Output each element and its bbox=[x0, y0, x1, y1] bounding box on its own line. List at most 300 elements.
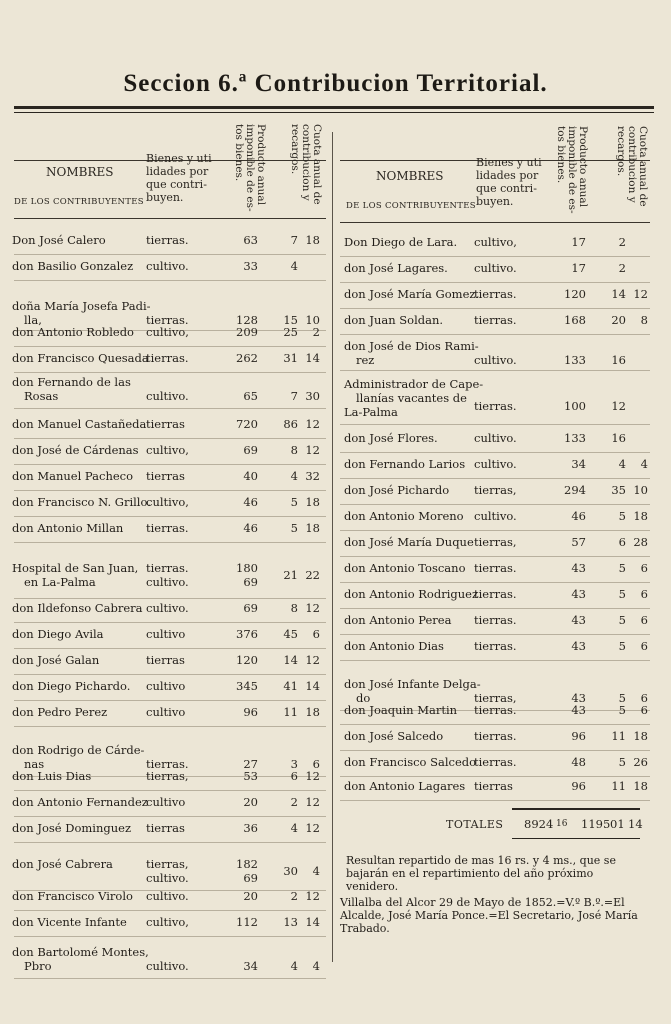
row-divider bbox=[340, 582, 650, 583]
table-row bbox=[0, 796, 332, 814]
table-row bbox=[0, 588, 671, 606]
bienes-value: cultivo bbox=[146, 679, 186, 693]
header-contribuyentes: DE LOS CONTRIBUYENTES bbox=[14, 197, 144, 207]
bienes-value: tierras. bbox=[474, 639, 517, 653]
cuota-ms-value: 12 bbox=[305, 795, 320, 809]
cuota-ms-value: 14 bbox=[305, 679, 320, 693]
cuota-ms-value: 6 bbox=[312, 757, 320, 771]
bienes-value: tierras. bbox=[474, 313, 517, 327]
bienes-value: tierras bbox=[146, 653, 185, 667]
table-row bbox=[0, 233, 671, 254]
cuota-rs-value: 7 bbox=[290, 389, 298, 403]
contributor-name: don Francisco Quesada bbox=[12, 351, 149, 365]
row-divider bbox=[14, 254, 326, 255]
contributor-name: don José de Dios Rami- bbox=[344, 339, 479, 353]
bienes-value: tierras, bbox=[474, 483, 517, 497]
header-contribuyentes: DE LOS CONTRIBUYENTES bbox=[346, 201, 476, 211]
producto-value: 17 bbox=[571, 235, 586, 249]
bienes-value: cultivo. bbox=[146, 389, 189, 403]
producto-value: 96 bbox=[243, 705, 258, 719]
contributor-name-cont: Rosas bbox=[24, 389, 59, 403]
row-divider bbox=[14, 674, 326, 675]
cuota-ms-value: 26 bbox=[633, 755, 648, 769]
contributor-name-cont: lla, bbox=[24, 313, 42, 327]
bienes-value: cultivo bbox=[146, 627, 186, 641]
producto-value: 209 bbox=[236, 325, 258, 339]
cuota-ms-value: 10 bbox=[633, 483, 648, 497]
producto-value: 180 bbox=[236, 561, 258, 575]
cuota-rs-value: 4 bbox=[290, 821, 298, 835]
producto-value: 46 bbox=[243, 521, 258, 535]
totals-rule bbox=[512, 808, 640, 810]
row-divider bbox=[14, 280, 326, 281]
producto-value: 20 bbox=[243, 889, 258, 903]
cuota-rs-value: 5 bbox=[618, 561, 626, 575]
row-divider bbox=[340, 256, 650, 257]
header-cuota: Cuota anual de contribucion y recargos. bbox=[289, 124, 323, 205]
bienes-value: cultivo. bbox=[146, 889, 189, 903]
cuota-ms-value: 12 bbox=[305, 769, 320, 783]
bienes-value: cultivo bbox=[146, 795, 186, 809]
cuota-rs-value: 5 bbox=[618, 691, 626, 705]
table-row bbox=[0, 510, 671, 528]
bienes-value: tierras. bbox=[146, 561, 189, 575]
producto-value-2: 69 bbox=[243, 871, 258, 885]
contributor-name: don Diego Pichardo. bbox=[12, 679, 131, 693]
row-divider bbox=[340, 282, 650, 283]
contributor-name: don José Galan bbox=[12, 653, 100, 667]
bienes-value: tierras, bbox=[474, 535, 517, 549]
table-row bbox=[0, 704, 671, 722]
cuota-ms-value: 14 bbox=[305, 351, 320, 365]
bienes-value: tierras. bbox=[474, 755, 517, 769]
cuota-ms-value: 32 bbox=[305, 469, 320, 483]
cuota-rs-value: 2 bbox=[618, 261, 626, 275]
table-row bbox=[0, 614, 671, 632]
table-row bbox=[0, 562, 671, 580]
contributor-name: don José de Cárdenas bbox=[12, 443, 139, 457]
producto-value: 48 bbox=[571, 755, 586, 769]
producto-value: 34 bbox=[243, 959, 258, 973]
table-row bbox=[0, 259, 671, 280]
contributor-name: don Juan Soldan. bbox=[344, 313, 444, 327]
contributor-name: don José Flores. bbox=[344, 431, 438, 445]
contributor-name: don Antonio Moreno bbox=[344, 509, 464, 523]
cuota-rs-value: 20 bbox=[611, 313, 626, 327]
cuota-ms-value: 18 bbox=[305, 705, 320, 719]
table-row bbox=[0, 858, 332, 888]
producto-value: 57 bbox=[571, 535, 586, 549]
cuota-rs-value: 5 bbox=[618, 509, 626, 523]
producto-value: 168 bbox=[564, 313, 586, 327]
bienes-value: cultivo, bbox=[146, 443, 189, 457]
row-divider bbox=[340, 556, 650, 557]
row-divider bbox=[14, 726, 326, 727]
row-divider bbox=[340, 724, 650, 725]
contributor-name: Don José Calero bbox=[12, 233, 106, 247]
cuota-ms-value: 18 bbox=[633, 779, 648, 793]
table-row bbox=[0, 314, 671, 332]
cuota-ms-value: 18 bbox=[305, 233, 320, 247]
producto-value: 33 bbox=[243, 259, 258, 273]
producto-value: 96 bbox=[571, 779, 586, 793]
cuota-ms-value: 6 bbox=[640, 639, 648, 653]
producto-value: 182 bbox=[236, 857, 258, 871]
page-title: Seccion 6.ª Contribucion Territorial. bbox=[123, 70, 548, 97]
cuota-rs-value: 5 bbox=[290, 521, 298, 535]
bienes-value: tierras, bbox=[474, 691, 517, 705]
cuota-ms-value: 6 bbox=[640, 587, 648, 601]
contributor-name: don Diego Avila bbox=[12, 627, 104, 641]
producto-value: 34 bbox=[571, 457, 586, 471]
cuota-ms-value: 30 bbox=[305, 389, 320, 403]
producto-value: 96 bbox=[571, 729, 586, 743]
cuota-rs-value: 4 bbox=[290, 259, 298, 273]
cuota-ms-value: 6 bbox=[312, 627, 320, 641]
cuota-rs-value: 4 bbox=[290, 959, 298, 973]
cuota-rs-value: 3 bbox=[290, 757, 298, 771]
cuota-rs-value: 5 bbox=[618, 755, 626, 769]
cuota-rs-value: 16 bbox=[611, 353, 626, 367]
cuota-rs-value: 25 bbox=[283, 325, 298, 339]
header-bienes: Bienes y uti lidades por que contri- buyen. bbox=[146, 152, 212, 204]
contributor-name: don Pedro Perez bbox=[12, 705, 108, 719]
row-divider bbox=[14, 816, 326, 817]
contributor-name: don Francisco Virolo bbox=[12, 889, 133, 903]
cuota-rs-value: 86 bbox=[283, 417, 298, 431]
totals-cuota-rs: 1195 bbox=[581, 817, 611, 831]
cuota-ms-value: 8 bbox=[640, 313, 648, 327]
contributor-name: Don Diego de Lara. bbox=[344, 235, 458, 249]
table-row bbox=[0, 916, 332, 934]
bienes-value: tierras. bbox=[474, 729, 517, 743]
bienes-value: cultivo, bbox=[474, 235, 517, 249]
contributor-name-cont: Pbro bbox=[24, 959, 52, 973]
row-divider bbox=[340, 660, 650, 661]
bienes-value: tierras. bbox=[146, 521, 189, 535]
contributor-name-cont: do bbox=[356, 691, 371, 705]
contributor-name: don Antonio Rodriguez bbox=[344, 587, 479, 601]
row-divider bbox=[14, 936, 326, 937]
cuota-ms-value: 18 bbox=[633, 509, 648, 523]
bienes-value: tierras. bbox=[146, 313, 189, 327]
producto-value: 43 bbox=[571, 703, 586, 717]
cuota-ms-value: 6 bbox=[640, 691, 648, 705]
bienes-value: cultivo, bbox=[146, 495, 189, 509]
cuota-rs-value: 11 bbox=[283, 705, 298, 719]
contributor-name: don José Pichardo bbox=[344, 483, 450, 497]
producto-value: 133 bbox=[564, 353, 586, 367]
row-divider bbox=[14, 842, 326, 843]
contributor-name: don Rodrigo de Cárde- bbox=[12, 743, 145, 757]
producto-value: 720 bbox=[236, 417, 258, 431]
producto-value-2: 69 bbox=[243, 575, 258, 589]
contributor-name: don Vicente Infante bbox=[12, 915, 127, 929]
row-divider bbox=[340, 608, 650, 609]
cuota-ms-value: 6 bbox=[640, 613, 648, 627]
contributor-name: don Antonio Toscano bbox=[344, 561, 466, 575]
title-rule bbox=[14, 106, 654, 109]
producto-value: 43 bbox=[571, 613, 586, 627]
producto-value: 69 bbox=[243, 601, 258, 615]
bienes-value: tierras. bbox=[474, 561, 517, 575]
note-signature: Villalba del Alcor 29 de Mayo de 1852.=V.º B.º.=El Alcalde, José María Ponce.=El Secretario, José María Trabado. bbox=[340, 896, 638, 935]
cuota-ms-value: 12 bbox=[305, 417, 320, 431]
cuota-ms-value: 4 bbox=[640, 457, 648, 471]
header-bienes: Bienes y uti lidades por que contri- buyen. bbox=[476, 156, 542, 208]
table-row bbox=[0, 640, 671, 658]
contributor-name-cont: rez bbox=[356, 353, 375, 367]
cuota-ms-value: 22 bbox=[305, 568, 320, 582]
producto-value: 120 bbox=[236, 653, 258, 667]
producto-value: 43 bbox=[571, 691, 586, 705]
cuota-ms-value: 2 bbox=[312, 325, 320, 339]
producto-value: 46 bbox=[571, 509, 586, 523]
header-producto: Producto anual imponible de es- tos bienes. bbox=[555, 126, 589, 214]
bienes-value: tierras, bbox=[146, 769, 189, 783]
bienes-value: cultivo. bbox=[474, 457, 517, 471]
bienes-value: tierras. bbox=[474, 613, 517, 627]
producto-value: 63 bbox=[243, 233, 258, 247]
contributor-name: don Antonio Dias bbox=[344, 639, 444, 653]
title-rule-thin bbox=[14, 112, 654, 113]
cuota-rs-value: 5 bbox=[618, 703, 626, 717]
cuota-rs-value: 12 bbox=[611, 399, 626, 413]
header-rule-bottom bbox=[14, 218, 326, 219]
header-cuota: Cuota anual de contribucion y recargos. bbox=[615, 126, 649, 207]
contributor-name: don Fernando Larios bbox=[344, 457, 466, 471]
producto-value: 294 bbox=[564, 483, 586, 497]
producto-value: 65 bbox=[243, 389, 258, 403]
contributor-name: don Bartolomé Montes, bbox=[12, 945, 149, 959]
table-row bbox=[0, 756, 671, 774]
totals-row bbox=[0, 818, 671, 836]
table-row bbox=[0, 288, 671, 306]
cuota-ms-value: 4 bbox=[312, 959, 320, 973]
row-divider bbox=[14, 372, 326, 373]
producto-value: 133 bbox=[564, 431, 586, 445]
row-divider bbox=[340, 424, 650, 425]
producto-value: 69 bbox=[243, 443, 258, 457]
totals-cuota-ms: 01 bbox=[610, 817, 625, 831]
table-row bbox=[0, 890, 332, 908]
contributor-name: don Francisco Salcedo bbox=[344, 755, 477, 769]
cuota-rs-value: 8 bbox=[290, 601, 298, 615]
cuota-rs-value: 7 bbox=[290, 233, 298, 247]
cuota-rs-value: 41 bbox=[283, 679, 298, 693]
bienes-value: cultivo. bbox=[474, 261, 517, 275]
producto-value: 345 bbox=[236, 679, 258, 693]
contributor-name: doña María Josefa Padi- bbox=[12, 299, 151, 313]
bienes-value: tierras bbox=[146, 821, 185, 835]
cuota-ms-value: 6 bbox=[640, 561, 648, 575]
row-divider bbox=[340, 504, 650, 505]
cuota-rs-value: 30 bbox=[283, 864, 298, 878]
table-row bbox=[0, 780, 671, 798]
contributor-name: don Antonio Millan bbox=[12, 521, 124, 535]
contributor-name: don Manuel Pacheco bbox=[12, 469, 134, 483]
totals-producto-frac: 16 bbox=[556, 819, 568, 829]
cuota-rs-value: 14 bbox=[283, 653, 298, 667]
cuota-rs-value: 13 bbox=[283, 915, 298, 929]
contributor-name: don Manuel Castañeda bbox=[12, 417, 147, 431]
producto-value: 36 bbox=[243, 821, 258, 835]
cuota-ms-value: 18 bbox=[305, 495, 320, 509]
producto-value: 43 bbox=[571, 587, 586, 601]
cuota-rs-value: 16 bbox=[611, 431, 626, 445]
cuota-rs-value: 2 bbox=[618, 235, 626, 249]
row-divider bbox=[340, 452, 650, 453]
header-producto: Producto anual imponible de es- tos bienes. bbox=[233, 124, 267, 212]
cuota-rs-value: 6 bbox=[618, 535, 626, 549]
row-divider bbox=[340, 370, 650, 371]
table-row bbox=[0, 536, 671, 554]
bienes-value: tierras, bbox=[146, 857, 189, 871]
totals-extra: 14 bbox=[628, 817, 643, 831]
bienes-value: tierras. bbox=[474, 587, 517, 601]
cuota-rs-value: 21 bbox=[283, 568, 298, 582]
contributor-name: don Antonio Fernandez bbox=[12, 795, 148, 809]
cuota-rs-value: 4 bbox=[290, 469, 298, 483]
bienes-value: cultivo bbox=[146, 705, 186, 719]
contributor-name: Hospital de San Juan, bbox=[12, 561, 139, 575]
cuota-ms-value: 18 bbox=[633, 729, 648, 743]
row-divider bbox=[340, 800, 650, 801]
producto-value: 27 bbox=[243, 757, 258, 771]
producto-value: 40 bbox=[243, 469, 258, 483]
cuota-rs-value: 45 bbox=[283, 627, 298, 641]
totals-label: TOTALES bbox=[446, 818, 504, 831]
contributor-name: don José Cabrera bbox=[12, 857, 113, 871]
table-row bbox=[0, 946, 332, 976]
contributor-name: don José Infante Delga- bbox=[344, 677, 481, 691]
producto-value: 20 bbox=[243, 795, 258, 809]
header-nombres: NOMBRES bbox=[376, 169, 444, 183]
cuota-rs-value: 14 bbox=[611, 287, 626, 301]
cuota-rs-value: 4 bbox=[618, 457, 626, 471]
cuota-ms-value: 12 bbox=[305, 601, 320, 615]
totals-rule-bottom bbox=[512, 838, 640, 839]
producto-value: 43 bbox=[571, 639, 586, 653]
row-divider bbox=[14, 910, 326, 911]
note-repartido: Resultan repartido de mas 16 rs. y 4 ms., que se bajarán en el repartimiento del año próximo venidero. bbox=[346, 854, 616, 893]
producto-value: 46 bbox=[243, 495, 258, 509]
bienes-value: tierras. bbox=[474, 703, 517, 717]
bienes-value: tierras bbox=[474, 779, 513, 793]
contributor-name: don José María Duque bbox=[344, 535, 474, 549]
cuota-rs-value: 35 bbox=[611, 483, 626, 497]
cuota-ms-value: 10 bbox=[305, 313, 320, 327]
bienes-value: tierras. bbox=[474, 287, 517, 301]
cuota-rs-value: 15 bbox=[283, 313, 298, 327]
contributor-name-cont: en La-Palma bbox=[24, 575, 96, 589]
bienes-value: tierras. bbox=[146, 757, 189, 771]
table-row bbox=[0, 484, 671, 502]
row-divider bbox=[340, 308, 650, 309]
cuota-rs-value: 5 bbox=[290, 495, 298, 509]
bienes-value: tierras. bbox=[146, 351, 189, 365]
contributor-name: don Ildefonso Cabrera bbox=[12, 601, 143, 615]
bienes-value-2: cultivo. bbox=[146, 575, 189, 589]
producto-value: 43 bbox=[571, 561, 586, 575]
bienes-value: cultivo. bbox=[474, 353, 517, 367]
row-divider bbox=[340, 750, 650, 751]
producto-value: 262 bbox=[236, 351, 258, 365]
contributor-name: don José Salcedo bbox=[344, 729, 444, 743]
bienes-value: tierras. bbox=[474, 399, 517, 413]
bienes-value: tierras bbox=[146, 469, 185, 483]
bienes-value: cultivo. bbox=[146, 959, 189, 973]
bienes-value: tierras. bbox=[146, 233, 189, 247]
contributor-name: don Fernando de las bbox=[12, 375, 131, 389]
producto-value: 17 bbox=[571, 261, 586, 275]
cuota-rs-value: 5 bbox=[618, 639, 626, 653]
contributor-name: don Joaquin Martin bbox=[344, 703, 458, 717]
bienes-value: cultivo, bbox=[146, 325, 189, 339]
cuota-rs-value: 11 bbox=[611, 729, 626, 743]
cuota-ms-value: 12 bbox=[305, 889, 320, 903]
cuota-ms-value: 18 bbox=[305, 521, 320, 535]
table-row bbox=[0, 458, 671, 476]
bienes-value: cultivo. bbox=[146, 601, 189, 615]
row-divider bbox=[340, 530, 650, 531]
contributor-name: don José Lagares. bbox=[344, 261, 448, 275]
bienes-value: cultivo. bbox=[474, 509, 517, 523]
table-row bbox=[0, 375, 671, 422]
table-row bbox=[0, 340, 671, 368]
contributor-name: don Basilio Gonzalez bbox=[12, 259, 134, 273]
cuota-ms-value: 14 bbox=[305, 915, 320, 929]
cuota-ms-value: 28 bbox=[633, 535, 648, 549]
cuota-rs-value: 2 bbox=[290, 795, 298, 809]
cuota-rs-value: 2 bbox=[290, 889, 298, 903]
producto-value: 112 bbox=[236, 915, 258, 929]
cuota-rs-value: 11 bbox=[611, 779, 626, 793]
cuota-ms-value: 6 bbox=[640, 703, 648, 717]
cuota-ms-value: 12 bbox=[305, 653, 320, 667]
bienes-value: tierras bbox=[146, 417, 185, 431]
cuota-ms-value: 12 bbox=[633, 287, 648, 301]
contributor-name-cont-2: La-Palma bbox=[344, 405, 398, 419]
table-row bbox=[0, 730, 671, 748]
contributor-name-cont: nas bbox=[24, 757, 45, 771]
contributor-name: Administrador de Cape- bbox=[344, 377, 484, 391]
contributor-name: don José María Gomez. bbox=[344, 287, 480, 301]
cuota-rs-value: 8 bbox=[290, 443, 298, 457]
cuota-rs-value: 31 bbox=[283, 351, 298, 365]
cuota-ms-value: 4 bbox=[312, 864, 320, 878]
bienes-value: cultivo, bbox=[146, 915, 189, 929]
bienes-value: cultivo. bbox=[474, 431, 517, 445]
contributor-name: don Antonio Lagares bbox=[344, 779, 466, 793]
totals-producto: 8924 bbox=[524, 817, 554, 831]
cuota-rs-value: 5 bbox=[618, 613, 626, 627]
cuota-ms-value: 12 bbox=[305, 443, 320, 457]
producto-value: 120 bbox=[564, 287, 586, 301]
producto-value: 53 bbox=[243, 769, 258, 783]
header-nombres: NOMBRES bbox=[46, 165, 114, 179]
bienes-value-2: cultivo. bbox=[146, 871, 189, 885]
header-rule-bottom bbox=[340, 222, 650, 223]
producto-value: 100 bbox=[564, 399, 586, 413]
bienes-value: cultivo. bbox=[146, 259, 189, 273]
contributor-name-cont: llanías vacantes de bbox=[356, 391, 467, 405]
table-row bbox=[0, 432, 671, 450]
row-divider bbox=[340, 334, 650, 335]
producto-value: 376 bbox=[236, 627, 258, 641]
contributor-name: don Antonio Robledo bbox=[12, 325, 134, 339]
cuota-ms-value: 12 bbox=[305, 821, 320, 835]
